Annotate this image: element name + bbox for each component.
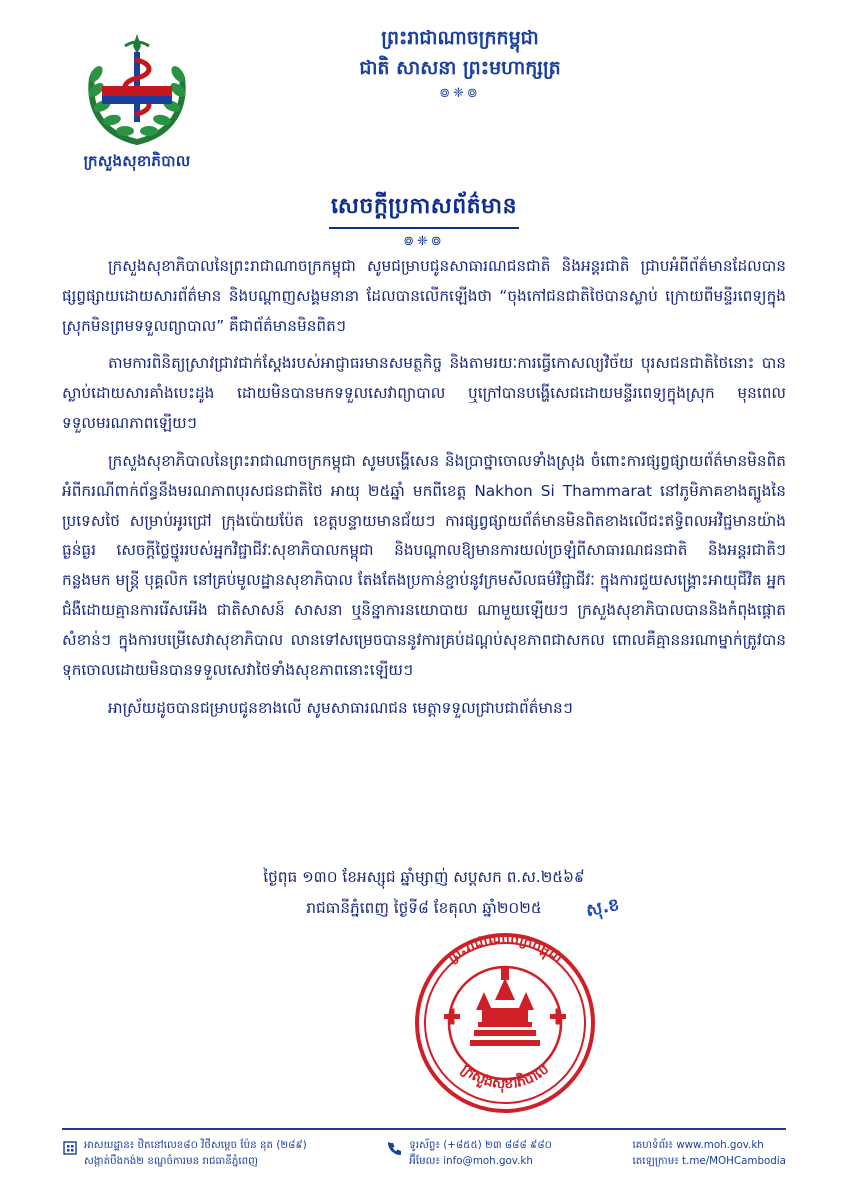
body-paragraph: អាស្រ័យដូចបានជម្រាបជូនខាងលើ សូមសាធារណជន មេត្តាទទួលជ្រាបជាព័ត៌មានៗ xyxy=(108,698,573,717)
footer-contact-group xyxy=(387,1138,552,1170)
footer-address-line-2: សង្កាត់បឹងកង់២ ខណ្ឌចំការមន រាជធានីភ្នំពេញ xyxy=(84,1154,258,1167)
title-flourish-ornament: ៙❈៙ xyxy=(403,234,445,249)
document-body xyxy=(62,252,786,731)
page-title: សេចក្ដីប្រកាសព័ត៌មាន xyxy=(330,194,518,219)
date-line-2: រាជធានីភ្នំពេញ ថ្ងៃទី៨ ខែតុលា ឆ្នាំ២០២៥ xyxy=(306,898,542,917)
document-footer xyxy=(62,1138,786,1170)
date-line-1: ថ្ងៃពុធ ១៣០ ខែអស្សុជ ឆ្នាំម្សាញ់ សប្ដសក ព.ស.២៥៦៩ xyxy=(263,868,585,886)
signature-mark: សុ.ខ xyxy=(584,894,622,921)
kingdom-line-1: ព្រះរាជាណាចក្រកម្ពុជា xyxy=(381,27,539,49)
phone-icon xyxy=(387,1140,403,1156)
date-block xyxy=(62,862,786,923)
header-flourish-ornament: ៙❈៙ xyxy=(439,85,481,101)
svg-text:ព្រះរាជាណាចក្រកម្ពុជា: ព្រះរាជាណាចក្រកម្ពុជា xyxy=(444,930,566,967)
footer-email: អ៊ីមែល៖ info@moh.gov.kh xyxy=(409,1154,533,1167)
body-paragraph: ក្រសួងសុខាភិបាលនៃព្រះរាជាណាចក្រកម្ពុជា សូមជម្រាបជូនសាធារណជនជាតិ និងអន្តរជាតិ ជ្រាបអំពីព័ត៌មានដែលបានផ្សព្វផ្សាយដោយសារព័ត៌មាន និងបណ្ដាញសង្គមនានា ដែលបានលើកឡើងថា “ចុងកៅជនជាតិថៃបានស្លាប់ ក្រោយពីមន្ទីរពេទ្យក្នុងស្រុកមិនព្រមទទួលព្យាបាល” គឺជាព័ត៌មានមិនពិតៗ xyxy=(62,257,786,335)
svg-text:ក្រសួងសុខាភិបាល: ក្រសួងសុខាភិបាល xyxy=(458,1061,552,1093)
official-seal xyxy=(400,918,610,1128)
footer-web-group xyxy=(632,1138,786,1170)
footer-address-group xyxy=(62,1138,307,1170)
kingdom-line-2: ជាតិ សាសនា ព្រះមហាក្សត្រ xyxy=(359,56,561,79)
kingdom-heading xyxy=(230,24,690,104)
document-header xyxy=(0,0,848,200)
footer-address-line-1: អាសយដ្ឋាន៖ ឋិតនៅលេខ៨០ វិថីសម្ដេច ប៉ែន នុត (២៨៩) xyxy=(84,1139,307,1151)
footer-website[interactable]: គេហទំព័រ៖ www.moh.gov.kh xyxy=(632,1139,764,1151)
body-paragraph: តាមការពិនិត្យស្រាវជ្រាវជាក់ស្ដែងរបស់អាជ្ញាធរមានសមត្ថកិច្ច និងតាមរយៈការធ្វើកោសល្យវិច័យ បុរសជនជាតិថៃនោះ បានស្លាប់ដោយសារគាំងបេះដូង ដោយមិនបានមកទទួលសេវាព្យាបាល ឬក្រៅបានបង្ហើសេជដោយមន្ទីរពេទ្យក្នុងស្រុក មុនពេលទទួលមរណភាពឡើយៗ xyxy=(62,354,786,433)
emblem-badge-icon xyxy=(78,30,196,148)
footer-divider xyxy=(62,1128,786,1130)
title-underline xyxy=(329,227,519,229)
footer-phone: ទូរស័ព្ទ៖ (+៨៥៥) ២៣ ៨៨៨ ៩៨០ xyxy=(409,1139,552,1151)
ministry-emblem xyxy=(52,30,222,190)
footer-telegram[interactable]: តេឡេក្រាម៖ t.me/MOHCambodia xyxy=(632,1154,786,1167)
body-paragraph: ក្រសួងសុខាភិបាលនៃព្រះរាជាណាចក្រកម្ពុជា សូមបង្ហើសេន និងប្រាថ្នាចោលទាំងស្រុង ចំពោះការផ្សព្វផ្សាយព័ត៌មានមិនពិត អំពីករណីពាក់ព័ន្ធនឹងមរណភាពបុរសជនជាតិថៃ អាយុ ២៥ឆ្នាំ មកពីខេត្ត Nakhon Si Thammarat នៅភូមិភាគខាងត្បូងនៃប្រទេសថៃ សម្រាប់អូរជ្រៅ ក្រុងប៉ោយប៉ែត ខេត្តបន្ទាយមានជ័យៗ ការផ្សព្វផ្សាយព័ត៌មានមិនពិតខាងលើជះឥទ្ធិពលអវិជ្ជមានយ៉ាងធ្ងន់ធ្ងរ សេចក្ដីថ្លៃថ្នូររបស់អ្នកវិជ្ជាជីវៈសុខាភិបាលកម្ពុជា និងបណ្ដាលឱ្យមានការយល់ច្រឡំពីសាធារណជនជាតិ និងអន្តរជាតិៗ កន្លងមក មន្ត្រី បុគ្គលិក នៅគ្រប់មូលដ្ឋានសុខាភិបាល តែងតែងប្រកាន់ខ្ជាប់នូវក្រមសីលធម៌វិជ្ជាជីវៈ ក្នុងការជួយសង្គ្រោះអាយុជីវិត អ្នកជំងឺដោយគ្មានការរើសអើង ជាតិសាសន៍ សាសនា ឬនិន្នាការនយោបាយ ណាមួយឡើយៗ ក្រសួងសុខាភិបាលបាននិងកំពុងផ្ដោតសំខាន់ៗ ក្នុងការបម្រើសេវាសុខាភិបាល លានទៅសម្រេចបាននូវការគ្រប់ដណ្ដប់សុខភាពជាសកល ពោលគឺគ្មាននរណាម្នាក់ត្រូវបានទុកចោលដោយមិនបានទទួលសេវាថៃទាំងសុខភាពនោះឡើយៗ xyxy=(62,451,786,679)
location-icon xyxy=(62,1140,78,1156)
title-block xyxy=(0,192,848,252)
emblem-label: ក្រសួងសុខាភិបាល xyxy=(83,152,191,170)
